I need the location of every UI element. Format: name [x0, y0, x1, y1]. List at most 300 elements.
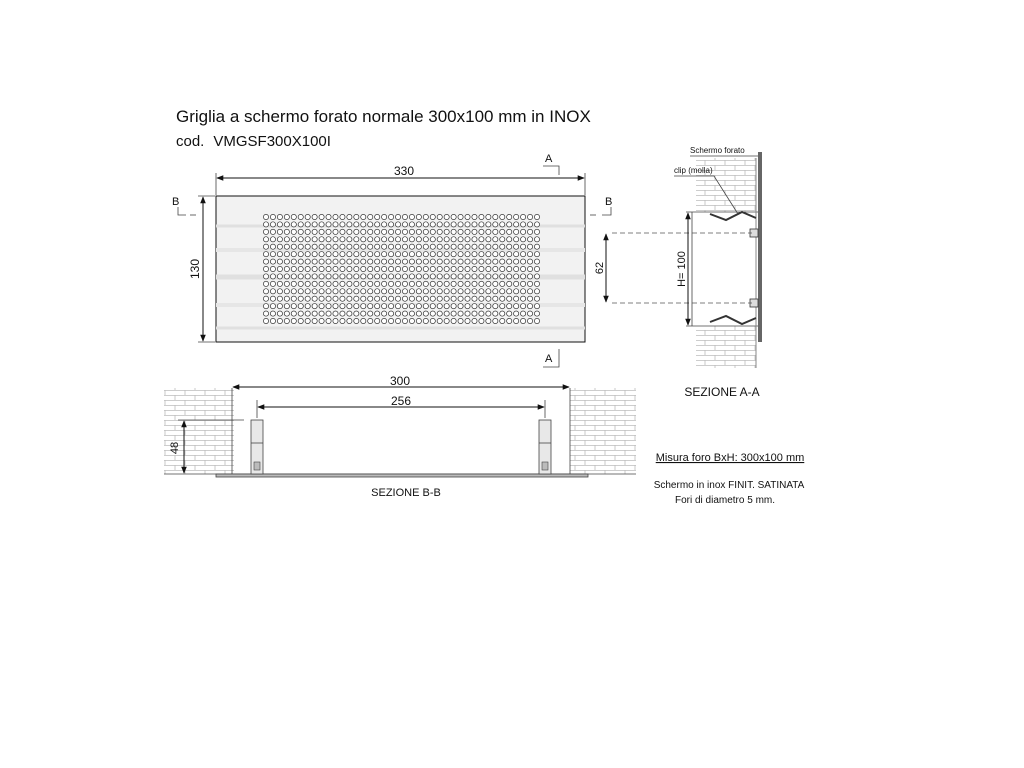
perforation-hole — [402, 296, 407, 301]
perforation-hole — [270, 318, 275, 323]
perforation-hole — [277, 214, 282, 219]
perforation-hole — [444, 259, 449, 264]
perforation-hole — [395, 222, 400, 227]
perforation-hole — [534, 318, 539, 323]
perforation-hole — [312, 274, 317, 279]
perforation-hole — [514, 237, 519, 242]
perforation-hole — [527, 244, 532, 249]
perforation-hole — [416, 274, 421, 279]
perforation-hole — [395, 311, 400, 316]
perforation-hole — [430, 281, 435, 286]
perforation-hole — [507, 229, 512, 234]
perforation-hole — [451, 296, 456, 301]
perforation-hole — [479, 252, 484, 257]
wall-brick-right — [570, 388, 636, 474]
perforation-hole — [416, 281, 421, 286]
perforation-hole — [430, 318, 435, 323]
perforation-hole — [402, 229, 407, 234]
perforation-hole — [493, 281, 498, 286]
perforation-hole — [479, 304, 484, 309]
perforation-hole — [298, 311, 303, 316]
perforation-hole — [500, 311, 505, 316]
perforation-hole — [312, 296, 317, 301]
wall-brick-lower — [696, 326, 756, 368]
perforation-hole — [319, 222, 324, 227]
height-dimension-label: 130 — [188, 258, 202, 280]
perforation-hole — [527, 289, 532, 294]
clip-label: clip (molla) — [674, 166, 713, 175]
perforation-hole — [423, 281, 428, 286]
perforation-hole — [347, 274, 352, 279]
perforation-hole — [437, 311, 442, 316]
perforation-hole — [326, 289, 331, 294]
perforation-hole — [507, 237, 512, 242]
perforation-hole — [479, 237, 484, 242]
perforation-hole — [326, 229, 331, 234]
perforation-hole — [291, 222, 296, 227]
perforation-hole — [534, 244, 539, 249]
perforation-hole — [514, 304, 519, 309]
perforation-hole — [312, 281, 317, 286]
perforation-hole — [382, 281, 387, 286]
perforation-hole — [458, 318, 463, 323]
perforation-hole — [305, 304, 310, 309]
perforation-hole — [409, 222, 414, 227]
perforation-hole — [395, 237, 400, 242]
perforation-hole — [333, 281, 338, 286]
perforation-hole — [465, 311, 470, 316]
perforation-hole — [312, 222, 317, 227]
perforation-hole — [284, 274, 289, 279]
perforation-hole — [319, 214, 324, 219]
perforation-hole — [312, 289, 317, 294]
perforation-hole — [291, 274, 296, 279]
perforation-hole — [270, 266, 275, 271]
perforation-hole — [277, 222, 282, 227]
perforation-hole — [527, 229, 532, 234]
perforation-hole — [298, 274, 303, 279]
perforation-hole — [458, 311, 463, 316]
perforation-hole — [514, 311, 519, 316]
perforation-hole — [368, 229, 373, 234]
perforation-hole — [521, 259, 526, 264]
perforation-hole — [479, 281, 484, 286]
perforation-hole — [507, 311, 512, 316]
perforation-hole — [486, 318, 491, 323]
perforation-hole — [382, 229, 387, 234]
perforation-hole — [416, 318, 421, 323]
perforation-hole — [458, 237, 463, 242]
perforation-hole — [486, 274, 491, 279]
perforation-hole — [507, 266, 512, 271]
perforation-hole — [347, 244, 352, 249]
perforation-hole — [521, 296, 526, 301]
perforation-hole — [375, 296, 380, 301]
perforation-hole — [277, 296, 282, 301]
outer-width-label: 300 — [389, 374, 411, 388]
perforation-hole — [291, 252, 296, 257]
perforation-hole — [298, 259, 303, 264]
perforation-hole — [521, 214, 526, 219]
perforation-hole — [465, 214, 470, 219]
perforation-hole — [263, 296, 268, 301]
perforation-hole — [451, 274, 456, 279]
perforation-hole — [277, 304, 282, 309]
perforation-hole — [382, 318, 387, 323]
perforation-hole — [326, 281, 331, 286]
perforation-hole — [521, 237, 526, 242]
perforation-hole — [375, 318, 380, 323]
perforation-hole — [514, 296, 519, 301]
perforation-hole — [514, 274, 519, 279]
perforation-hole — [312, 252, 317, 257]
perforation-hole — [333, 222, 338, 227]
perforation-hole — [500, 222, 505, 227]
perforation-hole — [305, 281, 310, 286]
perforation-hole — [458, 281, 463, 286]
perforation-hole — [382, 304, 387, 309]
perforation-hole — [437, 222, 442, 227]
perforation-hole — [305, 318, 310, 323]
perforation-hole — [326, 318, 331, 323]
perforation-hole — [354, 296, 359, 301]
perforation-hole — [514, 229, 519, 234]
perforation-hole — [430, 274, 435, 279]
perforation-hole — [361, 311, 366, 316]
perforation-hole — [395, 281, 400, 286]
perforation-hole — [437, 229, 442, 234]
perforation-hole — [277, 229, 282, 234]
perforation-hole — [263, 266, 268, 271]
perforation-hole — [305, 289, 310, 294]
perforation-hole — [368, 304, 373, 309]
perforation-hole — [521, 266, 526, 271]
perforation-hole — [340, 229, 345, 234]
perforation-hole — [430, 214, 435, 219]
perforation-hole — [500, 304, 505, 309]
perforation-hole — [284, 318, 289, 323]
perforation-hole — [319, 304, 324, 309]
perforation-hole — [319, 311, 324, 316]
perforation-hole — [521, 252, 526, 257]
perforation-hole — [270, 259, 275, 264]
perforation-hole — [416, 252, 421, 257]
opening-size-note: Misura foro BxH: 300x100 mm — [655, 452, 805, 464]
perforation-hole — [347, 281, 352, 286]
depth-label: 48 — [169, 441, 181, 455]
perforation-hole — [395, 244, 400, 249]
perforation-hole — [388, 274, 393, 279]
perforation-hole — [493, 244, 498, 249]
perforation-hole — [291, 281, 296, 286]
perforation-hole — [305, 237, 310, 242]
section-marker-a-top — [543, 153, 559, 175]
perforation-hole — [354, 266, 359, 271]
perforation-hole — [437, 289, 442, 294]
perforation-hole — [305, 252, 310, 257]
perforation-hole — [479, 266, 484, 271]
perforation-hole — [319, 266, 324, 271]
perforation-hole — [534, 259, 539, 264]
perforation-hole — [451, 244, 456, 249]
perforation-hole — [493, 274, 498, 279]
perforation-hole — [368, 311, 373, 316]
perforation-hole — [354, 229, 359, 234]
section-marker-b-left — [172, 196, 196, 215]
screen-plate — [216, 474, 588, 477]
perforation-hole — [521, 274, 526, 279]
height-dimension — [188, 196, 215, 342]
perforation-hole — [277, 289, 282, 294]
perforation-hole — [340, 237, 345, 242]
perforation-hole — [326, 266, 331, 271]
perforation-hole — [409, 259, 414, 264]
perforation-hole — [340, 252, 345, 257]
perforation-hole — [340, 318, 345, 323]
perforation-hole — [521, 244, 526, 249]
perforation-hole — [291, 214, 296, 219]
perforation-hole — [486, 304, 491, 309]
perforation-hole — [479, 229, 484, 234]
perforation-hole — [444, 244, 449, 249]
section-b-left-label: B — [172, 196, 180, 208]
perforation-hole — [527, 214, 532, 219]
perforation-hole — [361, 304, 366, 309]
perforation-hole — [451, 229, 456, 234]
perforation-hole — [270, 244, 275, 249]
perforation-hole — [465, 229, 470, 234]
perforation-hole — [430, 252, 435, 257]
perforation-hole — [298, 318, 303, 323]
drawing-title: Griglia a schermo forato normale 300x100 mm in INOX — [176, 107, 591, 126]
perforation-hole — [507, 281, 512, 286]
section-bb-caption: SEZIONE B-B — [371, 487, 441, 499]
perforation-hole — [527, 266, 532, 271]
perforation-hole — [402, 252, 407, 257]
perforation-hole — [333, 318, 338, 323]
perforation-hole — [451, 304, 456, 309]
perforation-hole — [521, 222, 526, 227]
perforation-hole — [354, 304, 359, 309]
perforation-hole — [347, 266, 352, 271]
perforation-hole — [326, 237, 331, 242]
perforation-hole — [361, 318, 366, 323]
perforation-hole — [319, 229, 324, 234]
perforation-hole — [423, 266, 428, 271]
perforation-hole — [465, 304, 470, 309]
perforation-hole — [430, 266, 435, 271]
perforation-hole — [291, 304, 296, 309]
perforation-hole — [500, 289, 505, 294]
perforation-hole — [382, 311, 387, 316]
perforation-hole — [291, 296, 296, 301]
perforation-hole — [444, 252, 449, 257]
perforation-hole — [270, 304, 275, 309]
perforation-hole — [368, 237, 373, 242]
perforation-hole — [493, 237, 498, 242]
perforation-hole — [514, 244, 519, 249]
perforation-hole — [333, 274, 338, 279]
perforation-hole — [277, 237, 282, 242]
perforation-hole — [479, 274, 484, 279]
perforation-hole — [395, 214, 400, 219]
perforation-hole — [270, 214, 275, 219]
perforation-hole — [395, 229, 400, 234]
perforation-hole — [277, 281, 282, 286]
perforation-hole — [305, 296, 310, 301]
perforation-hole — [409, 274, 414, 279]
perforation-hole — [319, 281, 324, 286]
perforation-hole — [368, 266, 373, 271]
perforation-hole — [458, 252, 463, 257]
perforation-hole — [333, 289, 338, 294]
clip-spacing-label: 62 — [594, 261, 606, 275]
perforation-hole — [500, 259, 505, 264]
perforation-hole — [263, 214, 268, 219]
perforation-hole — [333, 259, 338, 264]
perforation-hole — [312, 214, 317, 219]
perforation-hole — [493, 252, 498, 257]
perforation-hole — [375, 259, 380, 264]
perforation-hole — [388, 281, 393, 286]
perforation-hole — [423, 259, 428, 264]
perforation-hole — [333, 229, 338, 234]
perforation-hole — [527, 222, 532, 227]
perforation-hole — [486, 281, 491, 286]
perforation-hole — [382, 296, 387, 301]
inner-width-dimension — [257, 394, 545, 418]
perforation-hole — [375, 281, 380, 286]
perforation-hole — [458, 274, 463, 279]
perforation-hole — [465, 318, 470, 323]
perforation-hole — [312, 311, 317, 316]
inner-width-label: 256 — [390, 394, 412, 408]
perforation-hole — [347, 237, 352, 242]
perforation-hole — [312, 304, 317, 309]
perforation-hole — [514, 259, 519, 264]
perforation-hole — [340, 222, 345, 227]
perforation-hole — [402, 289, 407, 294]
perforation-hole — [333, 214, 338, 219]
perforation-hole — [479, 296, 484, 301]
perforation-hole — [465, 244, 470, 249]
perforation-hole — [375, 214, 380, 219]
perforation-hole — [416, 266, 421, 271]
perforation-hole — [270, 296, 275, 301]
perforation-hole — [402, 259, 407, 264]
clip-post-left — [251, 420, 263, 474]
perforation-hole — [507, 304, 512, 309]
perforation-hole — [527, 274, 532, 279]
perforation-hole — [395, 266, 400, 271]
section-marker-b-right — [590, 196, 612, 215]
perforation-hole — [430, 222, 435, 227]
perforation-hole — [395, 304, 400, 309]
perforation-hole — [472, 244, 477, 249]
perforation-hole — [382, 244, 387, 249]
perforation-hole — [388, 289, 393, 294]
perforation-hole — [409, 229, 414, 234]
perforation-hole — [354, 252, 359, 257]
perforation-hole — [416, 289, 421, 294]
perforation-hole — [284, 259, 289, 264]
perforation-hole — [388, 266, 393, 271]
perforation-hole — [493, 229, 498, 234]
perforation-hole — [319, 259, 324, 264]
perforation-hole — [333, 252, 338, 257]
perforation-hole — [382, 214, 387, 219]
perforation-hole — [409, 214, 414, 219]
perforation-hole — [465, 237, 470, 242]
perforation-hole — [375, 274, 380, 279]
perforation-hole — [444, 274, 449, 279]
perforation-hole — [423, 311, 428, 316]
perforation-hole — [263, 237, 268, 242]
perforation-hole — [375, 266, 380, 271]
perforation-hole — [375, 237, 380, 242]
perforation-hole — [354, 274, 359, 279]
perforation-hole — [395, 289, 400, 294]
perforation-hole — [521, 311, 526, 316]
perforation-hole — [388, 296, 393, 301]
perforation-hole — [388, 237, 393, 242]
perforation-hole — [340, 281, 345, 286]
perforation-hole — [340, 274, 345, 279]
perforation-hole — [507, 296, 512, 301]
section-aa-caption: SEZIONE A-A — [684, 385, 760, 399]
perforation-hole — [312, 244, 317, 249]
perforation-hole — [326, 244, 331, 249]
perforation-hole — [527, 281, 532, 286]
spec-notes — [654, 452, 805, 506]
perforation-hole — [472, 237, 477, 242]
perforation-hole — [354, 289, 359, 294]
perforation-hole — [416, 244, 421, 249]
perforation-hole — [486, 289, 491, 294]
perforation-hole — [298, 304, 303, 309]
perforation-hole — [305, 274, 310, 279]
perforated-screen — [758, 152, 762, 342]
perforation-hole — [409, 296, 414, 301]
perforation-hole — [312, 237, 317, 242]
perforation-hole — [451, 266, 456, 271]
perforation-hole — [458, 296, 463, 301]
perforation-hole — [472, 222, 477, 227]
perforation-hole — [382, 289, 387, 294]
perforation-hole — [395, 296, 400, 301]
perforation-hole — [291, 266, 296, 271]
perforation-hole — [395, 252, 400, 257]
perforation-hole — [416, 259, 421, 264]
perforation-hole — [326, 274, 331, 279]
perforation-hole — [375, 244, 380, 249]
perforation-hole — [514, 222, 519, 227]
perforation-hole — [430, 244, 435, 249]
perforation-hole — [298, 237, 303, 242]
perforation-hole — [382, 266, 387, 271]
perforation-hole — [472, 266, 477, 271]
perforation-hole — [416, 237, 421, 242]
perforation-hole — [402, 266, 407, 271]
perforation-hole — [437, 252, 442, 257]
perforation-hole — [284, 296, 289, 301]
perforation-hole — [444, 281, 449, 286]
perforation-hole — [493, 259, 498, 264]
perforation-hole — [527, 318, 532, 323]
perforation-hole — [472, 304, 477, 309]
perforation-hole — [486, 222, 491, 227]
perforation-hole — [507, 214, 512, 219]
